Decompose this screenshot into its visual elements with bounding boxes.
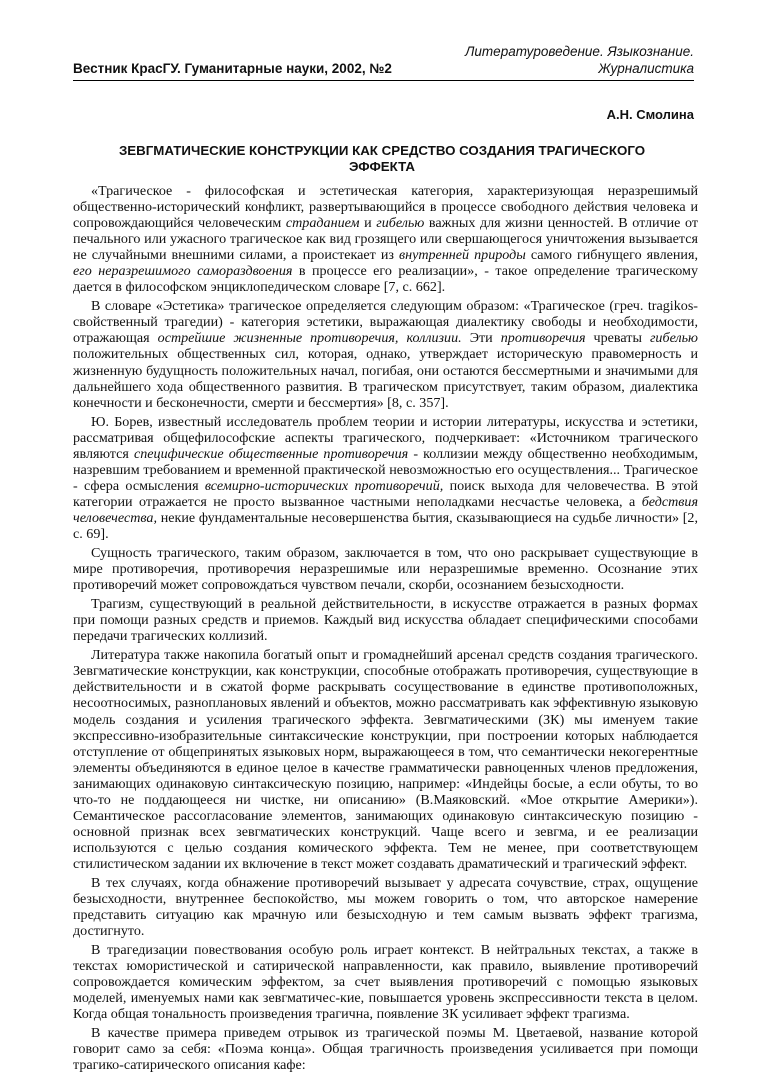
section-line-2: Журналистика <box>598 61 694 76</box>
italic-run: страданием <box>285 215 360 232</box>
text-run: В словаре «Эстетика» трагическое определяется следующим образом: «Трагическое (греч. tragikos-свойственный трагедии) - категория эстетики, выражающая диалектику свободы и необходимости, отражающая <box>73 298 698 347</box>
text-run: Ю. Борев, известный исследователь проблем теории и истории литературы, искусства и эстетики, рассматривая общефилософские аспекты трагического, подчеркивает: «Источником трагического являются <box>73 413 698 462</box>
paragraph <box>73 414 698 542</box>
text-run: поиск выхода для человечества. В этой категории отражается не просто вызванное частными неполадками несчастье человека, а <box>73 477 698 510</box>
italic-run: острейшие жизненные противоречия, коллизии. <box>157 330 462 347</box>
paragraph <box>73 875 698 939</box>
text-run: важных для жизни ценностей. В отличие от печального или ужасного трагическое как вид грозящего или свершающегося уничтожения вызывается не случайными внешними силами, а проистекает из <box>73 215 698 264</box>
italic-run: гибелью <box>649 330 698 347</box>
italic-run: его неразрешимого самораздвоения <box>73 263 293 280</box>
running-header <box>73 40 694 81</box>
text-run: Трагизм, существующий в реальной действительности, в искусстве отражается в разных формах при помощи разных средств и приемов. Каждый вид искусства обладает специфическими способами передачи трагических коллизий. <box>73 596 698 645</box>
text-run: и <box>359 215 377 232</box>
italic-run: всемирно-исторических противоречий, <box>204 477 444 494</box>
text-run: чреваты <box>585 330 650 347</box>
text-run: Эти <box>461 330 501 347</box>
paragraph <box>73 1025 698 1073</box>
text-run: в процессе его реализации», - такое определение трагическому дается в философском энциклопедическом словаре [7, с. 662]. <box>73 263 698 296</box>
text-run: некие фундаментальные несовершенства бытия, сказывающиеся на судьбе личности» [2, с. 69]. <box>73 509 698 542</box>
paragraph <box>73 596 698 644</box>
text-run: - коллизии между общественно необходимым, назревшим требованием и временной практической невозможностью его осуществления... Трагическое - сфера осмысления <box>73 445 699 494</box>
italic-run: специфические общественные противоречия <box>133 445 409 462</box>
paragraph <box>73 942 698 1022</box>
text-run: Литература также накопила богатый опыт и громаднейший арсенал средств создания трагического. Зевгматические конструкции, как конструкции, способные отображать противоречия, существующие в действительности и в сжатой форме раскрывать сосуществование в единстве противоположных, несоотносимых, разноплановых явлений и объектов, можно рассматривать как эффективную языковую модель создания и усиления трагического эффекта. Зевгматическими (ЗК) мы именуем такие экспрессивно-изобразительные синтаксические конструкции, при построении которых наблюдается отступление от общепринятых языковых норм, выражающееся в том, что семантически некогерентные элементы объединяются в единое целое в качестве грамматически равноценных членов предложения, занимающих одинаковую синтаксическую позицию, например: «Индейцы босые, а если обуты, то во что-то не поддающееся ни чистке, ни описанию» (В.Маяковский. «Мое открытие Америки»). Семантическое рассогласование элементов, занимающих одинаковую синтаксическую позицию - основной признак всех зевгматических конструкций. Чаще всего и зевгма, и ее реализации используются с целью создания комического эффекта. Тем не менее, при соответствующем стилистическом задании их включение в текст может создавать драматический и трагический эффект. <box>73 647 698 872</box>
italic-run: внутренней природы <box>398 247 526 264</box>
section-name <box>465 43 694 77</box>
paragraph <box>73 545 698 593</box>
article-body <box>73 183 698 1074</box>
paragraph <box>73 183 698 295</box>
article-title <box>90 143 674 175</box>
text-run: Сущность трагического, таким образом, заключается в том, что оно раскрывает существующие в мире противоречия, противоречия неразрешимые или неразрешимые временно. Осознание этих противоречий может сопровождаться чувством печали, скорби, осознанием безысходности. <box>73 545 698 594</box>
journal-name: Вестник КрасГУ. Гуманитарные науки, 2002, №2 <box>73 61 392 76</box>
text-run: В качестве примера приведем отрывок из трагической поэмы М. Цветаевой, название которой говорит само за себя: «Поэма конца». Общая трагичность произведения усиливается при помощи трагико-сатирического описания кафе: <box>73 1025 698 1074</box>
text-run: «Трагическое - философская и эстетическая категория, характеризующая неразрешимый общественно-исторический конфликт, развертывающийся в процессе свободного действия человека и сопровождающийся человеческим <box>73 183 698 232</box>
author-name: А.Н. Смолина <box>606 107 694 122</box>
italic-run: гибелью <box>376 215 425 232</box>
italic-run: противоречия <box>500 330 586 347</box>
paragraph <box>73 647 698 872</box>
section-line-1: Литературоведение. Языкознание. <box>465 44 694 59</box>
text-run: В трагедизации повествования особую роль играет контекст. В нейтральных текстах, а также в текстах юмористической и сатирической направленности, как правило, выявление противоречий сопровождается комическим эффектом, за счет выявления противоречий с помощью языковых моделей, именуемых нами как зевгматичес-кие, повышается уровень экспрессивности текста в целом. Когда общая тональность произведения трагична, появление ЗК усиливает эффект трагизма. <box>73 942 698 1023</box>
text-run: положительных общественных сил, которая, однако, утверждает историческую правомерность и жизненную будущность положительных начал, погибая, они остаются бессмертными и значимыми для дальнейшего хода общественного развития. В трагическом присутствует, таким образом, диалектика конечности и бесконечности, смерти и бессмертия» [8, с. 357]. <box>73 346 698 411</box>
text-run: самого гибнущего явления, <box>525 247 698 264</box>
title-line-2: ЭФФЕКТА <box>348 159 415 174</box>
paragraph <box>73 298 698 410</box>
text-run: В тех случаях, когда обнажение противоречий вызывает у адресата сочувствие, страх, ощущение безысходности, внутреннее беспокойство, мы можем говорить о том, что авторское намерение представить ситуацию как мрачную или безысходную и тем самым вызвать эффект трагизма, достигнуто. <box>73 874 698 940</box>
italic-run: бедствия человечества, <box>73 493 698 526</box>
title-line-1: ЗЕВГМАТИЧЕСКИЕ КОНСТРУКЦИИ КАК СРЕДСТВО СОЗДАНИЯ ТРАГИЧЕСКОГО <box>118 143 646 158</box>
